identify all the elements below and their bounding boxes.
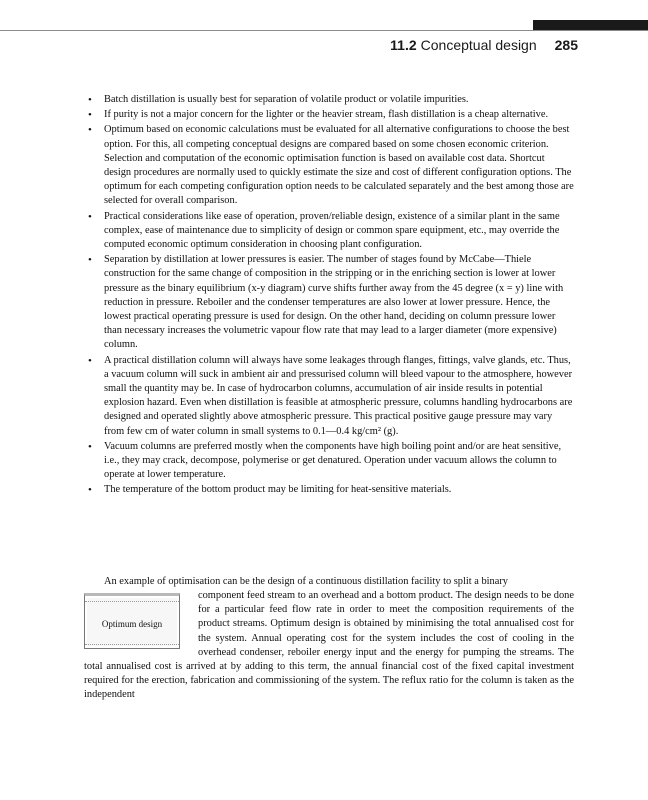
bullet-text: A practical distillation column will always have some leakages through flanges, fittings, valve glands, etc. Thus, a vacuum column will suck in ambient air and pressurised column will bleed vapour to the atmosphere, however small the quantity may be. In case of hydrocarbon columns, accumulation of air inside results in potential explosion hazard. Even when distillation is feasible at atmospheric pressure, columns handling hydrocarbons are designed and operated slightly above atmospheric pressure. This practical positive gauge pressure may vary from few cm of water column in small systems to 0.1—0.4 kg/cm² (g). [104, 354, 573, 437]
bullet-item [84, 483, 574, 497]
page-number: 285 [554, 37, 578, 53]
margin-note-dotted-rule [85, 601, 179, 602]
header-bar [533, 20, 648, 30]
bullet-item [84, 93, 574, 107]
margin-note-box [84, 593, 180, 649]
bullet-item [84, 210, 574, 253]
bullet-item [84, 108, 574, 122]
bullet-dot-icon: • [88, 254, 92, 267]
bullet-dot-icon: • [88, 94, 92, 106]
section-title: Conceptual design [420, 37, 537, 53]
bullet-text: Optimum based on economic calculations must be evaluated for all alternative configurations to choose the best option. For this, all competing conceptual designs are compared based on some chosen economic criterion. Selection and computation of the economic optimisation function is based on available cost data. Shortcut design procedures are normally used to quickly estimate the size and cost of different configuration options. The optimum for each competing configuration option needs to be calculated separately and the best among those are selected for overall comparison. [104, 124, 574, 207]
bullet-item [84, 440, 574, 483]
bullet-list [84, 93, 574, 499]
bullet-text: If purity is not a major concern for the lighter or the heavier stream, flash distillation is a cheap alternative. [104, 109, 549, 121]
paragraph-body [84, 589, 574, 703]
bullet-item [84, 253, 574, 352]
header-rule [0, 30, 648, 31]
paragraph-text: component feed stream to an overhead and a bottom product. The design needs to be done for a particular feed flow rate in order to meet the composition requirements of the product streams. Optimum design is obtained by minimising the total annualised cost for the system. Annual operating cost for the system includes the cost of cooling in the overhead condenser, reboiler energy input and the energy for pumping the streams. The total annualised cost is arrived at by adding to this term, the annual financial cost of the fixed capital investment required for the erection, fabrication and commissioning of the system. The reflux ratio for the column is taken as the independent [84, 590, 574, 701]
bullet-dot-icon: • [88, 484, 92, 497]
margin-note-label: Optimum design [101, 619, 163, 629]
paragraph-first-line: An example of optimisation can be the design of a continuous distillation facility to split a binary [104, 576, 508, 587]
bullet-text: Separation by distillation at lower pressures is easier. The number of stages found by McCabe—Thiele construction for the same change of composition in the stripping or in the enriching section is lower at lower pressure as the binary equilibrium (x-y diagram) curve shifts further away from the 45 degree (x = y) line with reduction in pressure. Reboiler and the condenser temperatures are also lower at lower pressure. Hence, the lowest practical operating pressure is used for design. On the other hand, deciding on column pressure lower than necessary increases the volumetric vapour flow rate that may lead to a larger diameter (more expensive) column. [104, 254, 564, 351]
section-number: 11.2 [390, 37, 417, 53]
bullet-dot-icon: • [88, 124, 92, 137]
bullet-dot-icon: • [88, 210, 92, 223]
bullet-dot-icon: • [88, 109, 92, 122]
bullet-text: Vacuum columns are preferred mostly when the components have high boiling point and/or are heat sensitive, i.e., they may crack, decompose, polymerise or get denatured. Operation under vacuum allows the column to operate at lower temperature. [104, 440, 562, 481]
bullet-dot-icon: • [88, 440, 92, 453]
bullet-item [84, 354, 574, 439]
bullet-text: The temperature of the bottom product may be limiting for heat-sensitive materials. [104, 484, 452, 496]
bullet-item [84, 123, 574, 208]
running-head [390, 37, 578, 53]
bullet-text: Practical considerations like ease of operation, proven/reliable design, existence of a similar plant in the same complex, ease of maintenance due to simplicity of design or common spare equipment, etc., may override the computed economic optimum consideration in choosing plant configuration. [104, 210, 560, 251]
bullet-dot-icon: • [88, 354, 92, 367]
margin-note-dotted-rule [85, 644, 179, 645]
bullet-text: Batch distillation is usually best for separation of volatile product or volatile impurities. [104, 94, 469, 105]
